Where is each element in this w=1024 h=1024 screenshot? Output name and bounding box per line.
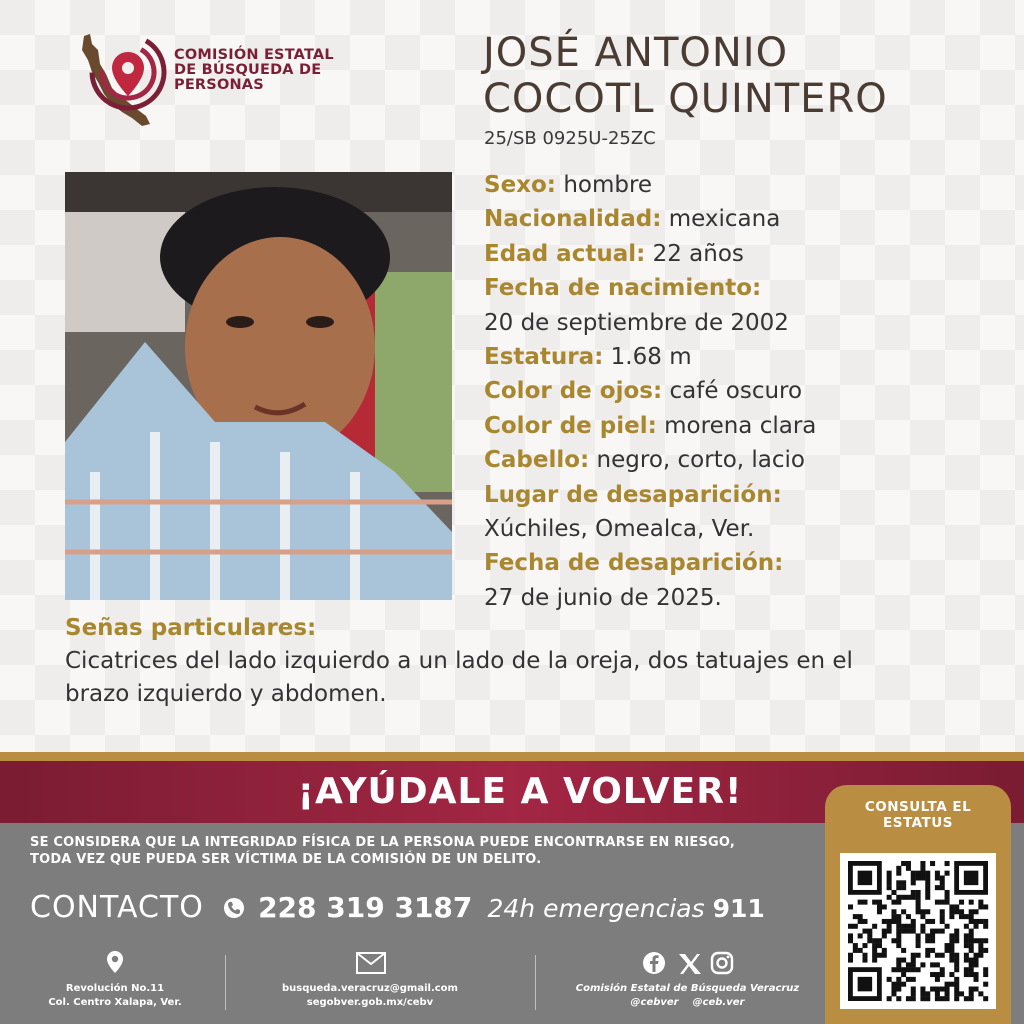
detail-ojos (484, 374, 1004, 408)
detail-label: Nacionalidad: (484, 206, 662, 233)
agency-name-line3: PERSONAS (174, 77, 264, 93)
distinguishing-marks (65, 612, 965, 711)
qr-status-box (825, 785, 1011, 1024)
detail-label: Edad actual: (484, 240, 646, 267)
detail-fecha-value: 27 de junio de 2025. (484, 584, 722, 611)
detail-value: café oscuro (669, 378, 803, 405)
detail-nacionalidad (484, 202, 1004, 236)
detail-label: Cabello: (484, 447, 590, 474)
qr-label-line1: CONSULTA EL (864, 799, 972, 815)
detail-label: Fecha de desaparición: (484, 550, 784, 577)
detail-label: Color de piel: (484, 412, 657, 439)
detail-label: Estatura: (484, 344, 604, 371)
address-line1: Revolución No.11 (65, 983, 165, 994)
person-name (483, 30, 888, 122)
person-name-line1: JOSÉ ANTONIO (483, 30, 789, 76)
detail-edad (484, 237, 1004, 271)
social-handle-x[interactable]: @cebver (630, 997, 679, 1008)
person-photo (65, 172, 452, 600)
social-name: Comisión Estatal de Búsqueda Veracruz (575, 983, 800, 994)
qr-code[interactable] (840, 853, 996, 1009)
person-details (484, 168, 1004, 615)
detail-nacimiento-value: 20 de septiembre de 2002 (484, 309, 789, 336)
emergency-prefix: 24h emergencias (487, 894, 705, 923)
veracruz-map-pin-icon (72, 30, 172, 130)
detail-cabello (484, 443, 1004, 477)
agency-name-line1: COMISIÓN ESTATAL (174, 47, 334, 63)
qr-label (825, 799, 1011, 831)
social-handles (560, 982, 815, 1010)
social-handle-row (560, 996, 815, 1010)
detail-value: 22 años (652, 240, 744, 267)
social-icons (642, 950, 742, 976)
risk-warning (30, 834, 735, 868)
contact-phone[interactable]: 228 319 3187 (258, 891, 473, 924)
detail-value: morena clara (664, 412, 817, 439)
detail-piel (484, 409, 1004, 443)
agency-name (174, 48, 334, 93)
detail-label: Color de ojos: (484, 378, 663, 405)
agency-name-line2: DE BÚSQUEDA DE (174, 62, 322, 78)
footer-divider (225, 955, 226, 1010)
detail-value: 1.68 m (610, 344, 692, 371)
email-web (250, 982, 490, 1010)
detail-lugar-value: Xúchiles, Omealca, Ver. (484, 516, 755, 543)
detail-fecha-label (484, 546, 1004, 580)
senas-label: Señas particulares: (65, 615, 317, 641)
detail-label: Lugar de desaparición: (484, 481, 782, 508)
address (30, 982, 200, 1010)
emergency-info (488, 894, 765, 923)
detail-estatura (484, 340, 1004, 374)
detail-label: Fecha de nacimiento: (484, 275, 762, 302)
facebook-icon (643, 952, 665, 974)
address-line2: Col. Centro Xalapa, Ver. (48, 997, 182, 1008)
risk-warning-line1: SE CONSIDERA QUE LA INTEGRIDAD FÍSICA DE LA PERSONA PUEDE ENCONTRARSE EN RIESGO, (30, 835, 736, 850)
detail-sexo (484, 168, 1004, 202)
case-folio: 25/SB 0925U-25ZC (484, 128, 656, 149)
footer-email[interactable]: busqueda.veracruz@gmail.com (282, 983, 458, 994)
instagram-icon (712, 953, 732, 973)
qr-label-line2: ESTATUS (883, 815, 953, 831)
footer-website[interactable]: segobver.gob.mx/cebv (306, 997, 434, 1008)
person-name-line2: COCOTL QUINTERO (483, 76, 888, 122)
detail-value: hombre (563, 172, 653, 198)
senas-line2: brazo izquierdo y abdomen. (65, 681, 387, 707)
location-icon (106, 950, 124, 978)
gold-divider (0, 752, 1024, 761)
footer-divider (535, 955, 536, 1010)
emergency-number[interactable]: 911 (712, 894, 765, 923)
detail-value: negro, corto, lacio (596, 447, 805, 474)
banner-title: ¡AYÚDALE A VOLVER! (297, 771, 743, 812)
contact-line (30, 890, 765, 925)
detail-nacimiento-label (484, 271, 1004, 305)
detail-value: mexicana (668, 206, 781, 233)
social-handle-ig[interactable]: @ceb.ver (692, 997, 745, 1008)
contact-label: CONTACTO (30, 890, 204, 925)
detail-label: Sexo: (484, 172, 556, 198)
senas-line1: Cicatrices del lado izquierdo a un lado de la oreja, dos tatuajes en el (65, 648, 853, 674)
x-icon (679, 954, 701, 974)
phone-icon (223, 897, 245, 919)
agency-logo (72, 30, 352, 130)
detail-lugar-label (484, 478, 1004, 512)
mail-icon (356, 952, 386, 978)
risk-warning-line2: TODA VEZ QUE PUEDA SER VÍCTIMA DE LA COMISIÓN DE UN DELITO. (30, 852, 542, 867)
